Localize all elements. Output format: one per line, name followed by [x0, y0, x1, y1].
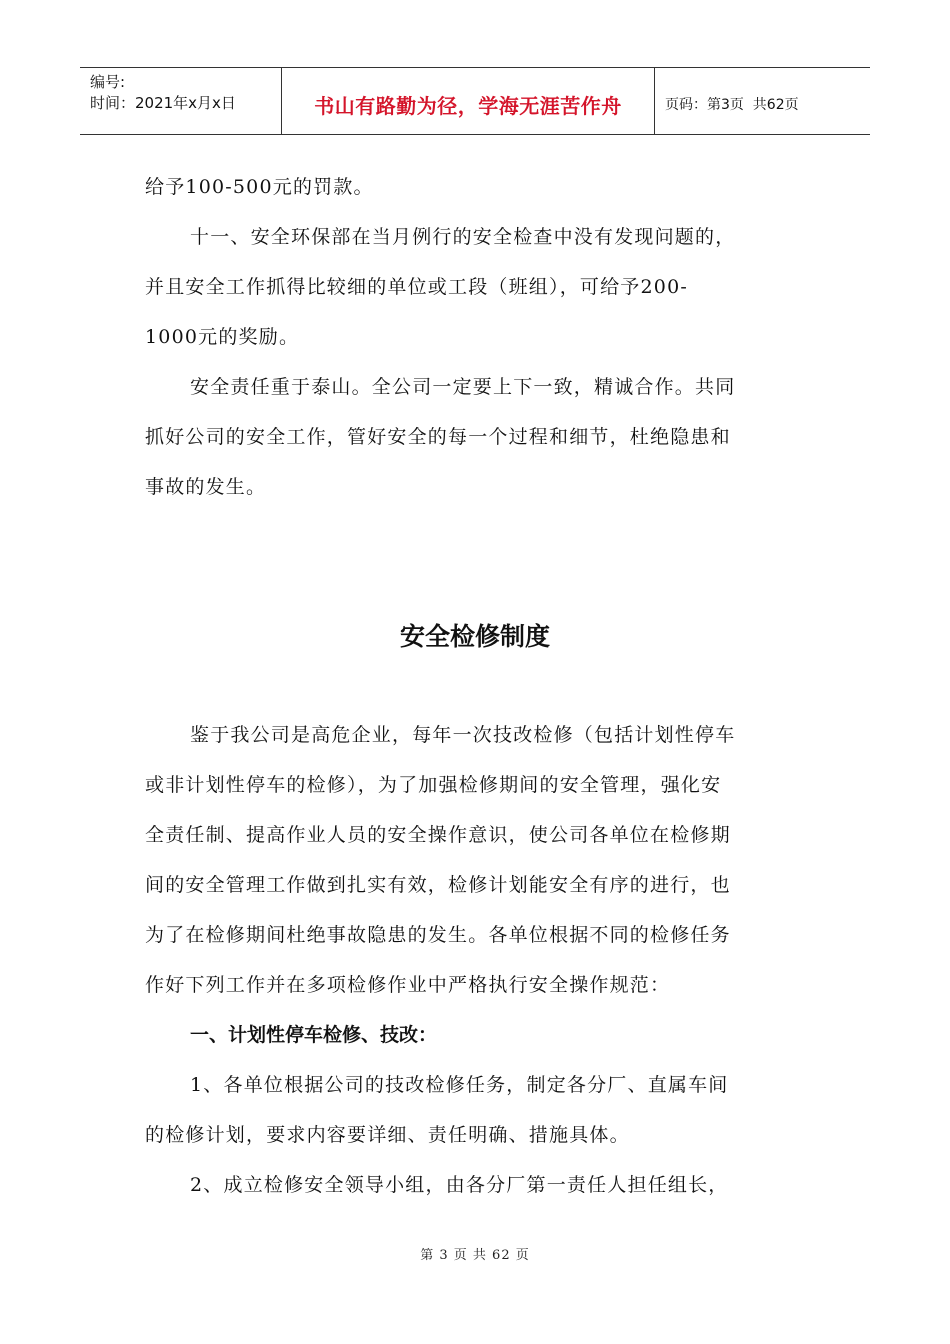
body-line: 抓好公司的安全工作，管好安全的每一个过程和细节，杜绝隐患和: [145, 426, 731, 448]
header-motto: 书山有路勤为径，学海无涯苦作舟: [282, 68, 655, 134]
body-line: 并且安全工作抓得比较细的单位或工段（班组），可给予200-: [145, 276, 688, 298]
header-meta: [80, 68, 282, 134]
item-line: 1、各单位根据公司的技改检修任务，制定各分厂、直属车间: [190, 1074, 729, 1096]
document-number-label: 编号:: [90, 73, 126, 91]
item-line: 2、成立检修安全领导小组，由各分厂第一责任人担任组长，: [190, 1174, 729, 1196]
section-title: 安全检修制度: [399, 622, 550, 651]
section-line: 间的安全管理工作做到扎实有效，检修计划能安全有序的进行，也: [145, 874, 731, 896]
header-page-info: 页码：第3页 共62页: [665, 97, 799, 113]
page-footer: 第 3 页 共 62 页: [420, 1248, 530, 1263]
body-line: 1000元的奖励。: [145, 326, 300, 348]
section-line: 作好下列工作并在多项检修作业中严格执行安全操作规范：: [145, 974, 671, 996]
item-line: 的检修计划，要求内容要详细、责任明确、措施具体。: [145, 1124, 630, 1146]
body-line: 安全责任重于泰山。全公司一定要上下一致，精诚合作。共同: [190, 376, 736, 398]
body-line: 十一、安全环保部在当月例行的安全检查中没有发现问题的，: [190, 226, 736, 248]
section-line: 鉴于我公司是高危企业，每年一次技改检修（包括计划性停车: [190, 724, 736, 746]
page-header: [80, 67, 870, 135]
section-line: 为了在检修期间杜绝事故隐患的发生。各单位根据不同的检修任务: [145, 924, 731, 946]
section-line: 全责任制、提高作业人员的安全操作意识，使公司各单位在检修期: [145, 824, 731, 846]
section-line: 或非计划性停车的检修），为了加强检修期间的安全管理，强化安: [145, 774, 722, 796]
body-line: 事故的发生。: [145, 476, 267, 498]
body-line: 给予100-500元的罚款。: [145, 176, 374, 198]
document-time-label: 时间：2021年x月x日: [90, 94, 236, 112]
subheading: 一、计划性停车检修、技改：: [190, 1024, 438, 1046]
